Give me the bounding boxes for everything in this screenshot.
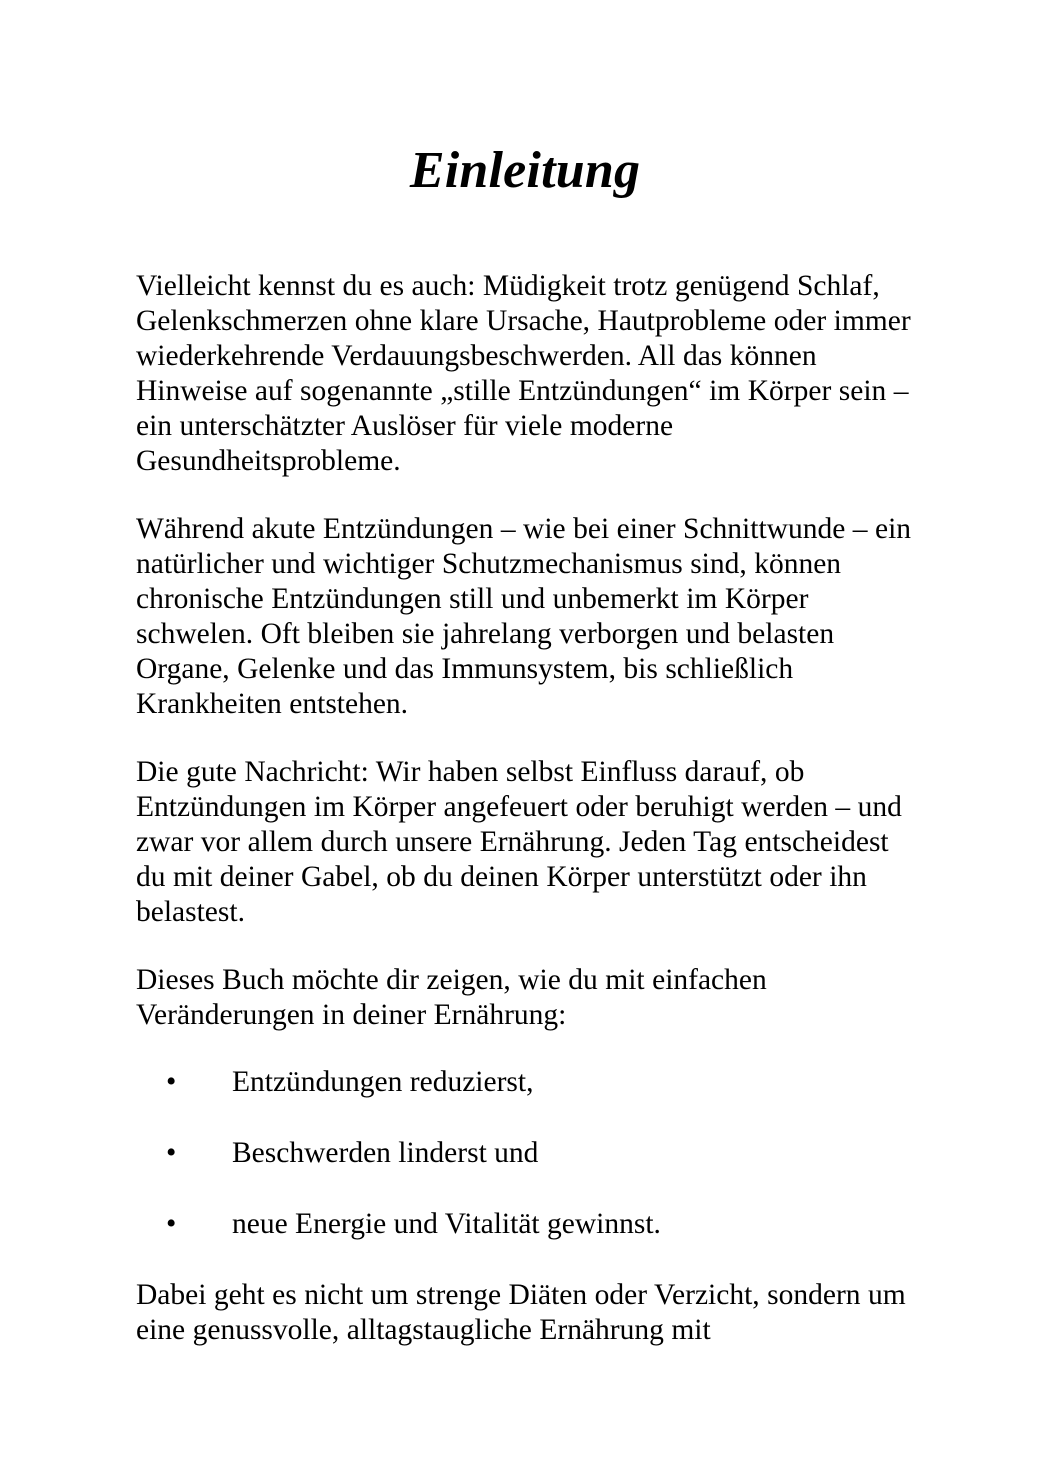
list-item [136,1136,914,1171]
document-content [136,0,914,1348]
benefits-list [136,1065,914,1242]
bullet-icon: • [166,1066,177,1099]
paragraph-2: Während akute Entzündungen – wie bei einer Schnittwunde – ein natürlicher und wichtiger Schutzmechanismus sind, können chronische Entzündungen still und unbemerkt im Körper schwelen. Oft bleiben sie jahrelang verborgen und belasten Organe, Gelenke und das Immunsystem, bis schließlich Krankheiten entstehen. [136,513,912,721]
list-item [136,1207,914,1242]
paragraph-3: Die gute Nachricht: Wir haben selbst Einfluss darauf, ob Entzündungen im Körper angefeuert oder beruhigt werden – und zwar vor allem durch unsere Ernährung. Jeden Tag entscheidest du mit deiner Gabel, ob du deinen Körper unterstützt oder ihn belastest. [136,756,902,929]
list-item-label: Entzündungen reduzierst, [232,1066,534,1099]
list-item [136,1065,914,1100]
paragraph-1: Vielleicht kennst du es auch: Müdigkeit trotz genügend Schlaf, Gelenkschmerzen ohne klare Ursache, Hautprobleme oder immer wiederkehrende Verdauungsbeschwerden. All das können Hinweise auf sogenannte „stille Entzündungen“ im Körper sein – ein unterschätzter Auslöser für viele moderne Gesundheitsprobleme. [136,270,911,478]
closing-paragraph: Dabei geht es nicht um strenge Diäten oder Verzicht, sondern um eine genussvolle, alltagstaugliche Ernährung mit [136,1279,906,1347]
list-item-label: neue Energie und Vitalität gewinnst. [232,1208,661,1241]
bullet-icon: • [166,1137,177,1170]
bullet-icon: • [166,1208,177,1241]
paragraph-4: Dieses Buch möchte dir zeigen, wie du mit einfachen Veränderungen in deiner Ernährung: [136,964,767,1032]
list-item-label: Beschwerden linderst und [232,1137,539,1170]
page-title: Einleitung [409,142,641,199]
